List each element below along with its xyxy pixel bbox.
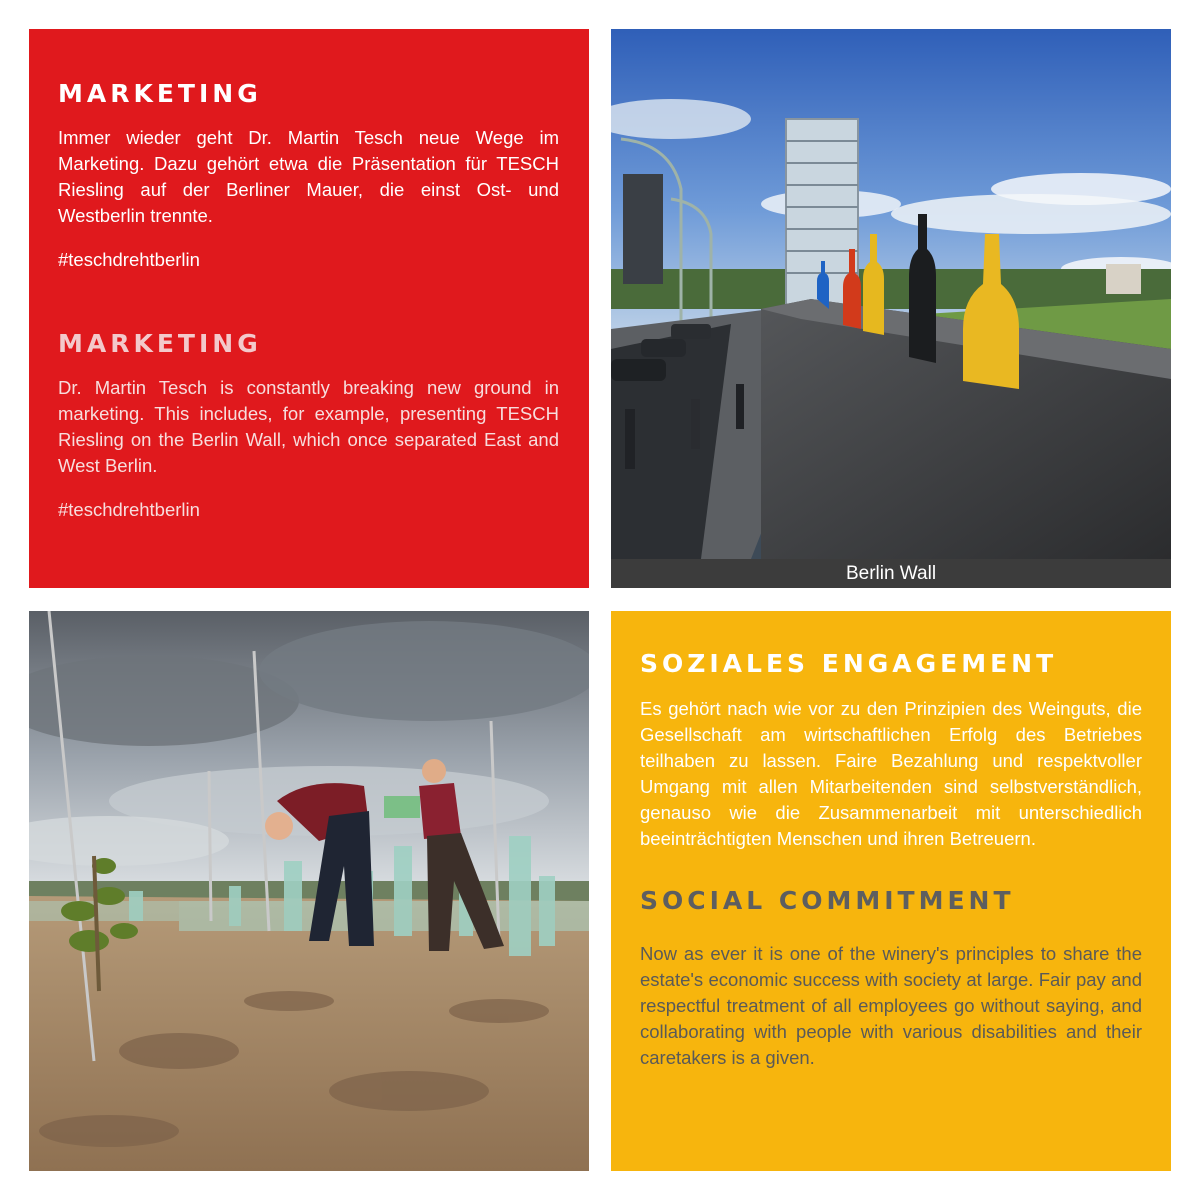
berlin-wall-photo (611, 29, 1171, 588)
social-panel (611, 611, 1171, 1171)
berlin-wall-illustration (611, 29, 1171, 559)
social-heading-en: SOCIAL COMMITMENT (640, 886, 1015, 915)
vineyard-illustration (29, 611, 589, 1171)
social-body-en: Now as ever it is one of the winery's principles to share the estate's economic success with society at large. Fair pay and respectful treatment of all employees go without saying, and collaborating with people with various disabilities and their caretakers is a given. (640, 943, 1142, 1068)
social-body-de: Es gehört nach wie vor zu den Prinzipien des Weinguts, die Gesellschaft am wirtschaftlichen Erfolg des Betriebes teilhaben zu lassen. Faire Bezahlung und respektvoller Umgang mit allen Mitarbeitenden sind selbstverständlich, genauso wie die Zusammenarbeit mit unterschiedlich beeinträchtigten Menschen und ihren Betreuern. (640, 698, 1142, 849)
marketing-body-de: Immer wieder geht Dr. Martin Tesch neue Wege im Marketing. Dazu gehört etwa die Präsentation für TESCH Riesling auf der Berliner Mauer, die einst Ost- und Westberlin trennte. (58, 127, 559, 226)
photo-caption: Berlin Wall (611, 559, 1171, 588)
marketing-hashtag-en: #teschdrehtberlin (58, 499, 200, 520)
marketing-body-en: Dr. Martin Tesch is constantly breaking new ground in marketing. This includes, for example, presenting TESCH Riesling on the Berlin Wall, which once separated East and West Berlin. (58, 377, 559, 476)
marketing-heading-de: MARKETING (58, 79, 262, 108)
marketing-panel (29, 29, 589, 588)
social-heading-de: SOZIALES ENGAGEMENT (640, 649, 1058, 678)
marketing-heading-en: MARKETING (58, 329, 262, 358)
marketing-hashtag-de: #teschdrehtberlin (58, 249, 200, 270)
vineyard-photo (29, 611, 589, 1171)
